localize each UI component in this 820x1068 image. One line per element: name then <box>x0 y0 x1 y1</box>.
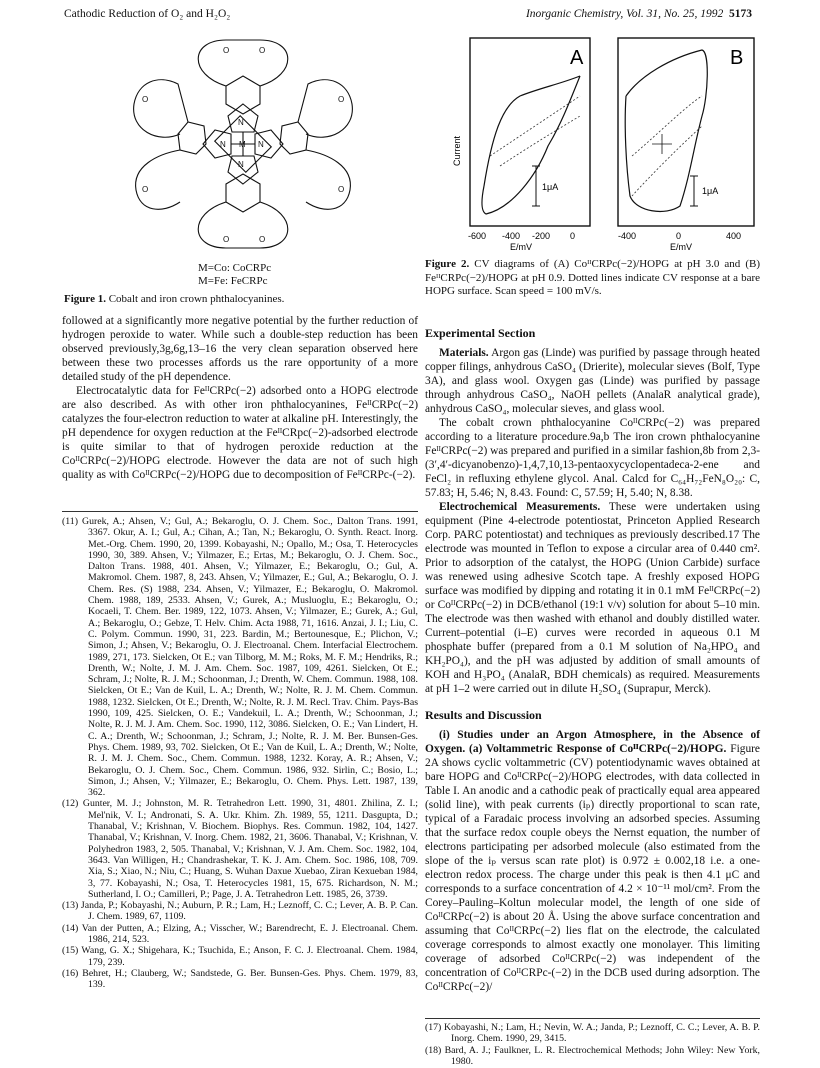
reference: (14) Van der Putten, A.; Elzing, A.; Visscher, W.; Barendrecht, E. J. Electroanal. Chem. 1986, 214, 523. <box>62 922 418 945</box>
tick-label-a: -400 <box>502 231 521 241</box>
reference: (16) Behret, H.; Clauberg, W.; Sandstede, G. Ber. Bunsen-Ges. Phys. Chem. 1979, 83, 139. <box>62 967 418 991</box>
metal-atom-label: M <box>239 140 246 149</box>
structure-label-co: M=Co: CoCRPc <box>198 262 272 274</box>
paragraph: Electrochemical Measurements. These were undertaken using equipment (Pine 4-electrode potentiostat, Princeton Applied Research Corp. PARC potentiostat) and techniques as previously described.17 The electrode was mounted in Teflon to expose a circular area of 0.440 cm². Prior to adsorption of the catalyst, the HOPG (Union Carbide) surface was renewed using adhesive Scotch tape. A freshly exposed HOPG surface was modified by dipping and rotating it in 0.1 mM FeᴵᴵCRPc(−2) or CoᴵᴵCRPc(−2) in DCB/ethanol (19:1 v/v) solution for about 5–10 min. The electrode was then washed with ethanol and doubly distilled water. Current–potential (i–E) curves were recorded in aqueous 0.1 M phosphate buffer (prepared from a 0.1 M solution of Na₂HPO₄ and KH₂PO₄), and the pH was adjusted by addition of small amounts of KOH and H₃PO₄ (AnalaR, BDH chemicals) as required. Measurements at pH 1–2 were carried out in dilute H₂SO₄ (Suprapur, Merck). <box>425 501 760 695</box>
cv-diagrams-figure <box>440 36 760 252</box>
crown-phthalocyanine-structure <box>128 34 358 254</box>
paragraph: (i) Studies under an Argon Atmosphere, in the Absence of Oxygen. (a) Voltammetric Response of CoᴵᴵCRPc(−2)/HOPG. Figure 2A shows cyclic voltammetric (CV) potentiodynamic waves obtained at bare HOPG and CoᴵᴵCRPc(−2)/HOPG electrodes, with data collected in Table I. An anodic and a cathodic peak of practically equal area appeared (solid line), with peak currents (iₚ) directly proportional to scan rate, typical of a Faradaic process involving an adsorbed species. Assuming that the surface redox couple obeys the Nernst equation, the number of electrons participating per adsorbed molecule (also estimated from the slope of the iₚ versus scan rate plot) is 0.972 ± 0.002,18 i.e. a one-electron redox process. The charge under this peak is then 4.1 μC and corresponds to a surface concentration of 4.2 × 10⁻¹¹ mol/cm². From the Corey–Pauling–Koltun molecular model, the length of one side of CoᴵᴵCRPc(−2) is about 20 Å. Using the above surface concentration and assuming that CoᴵᴵCRPc(−2) lies flat on the electrode, the calculated coverage corresponds to almost exactly one monolayer. This limiting coverage of adsorbed CoᴵᴵCRPc(−2) was independent of the concentration of CoᴵᴵCRPc-(−2) in the DCB used during adsorption. The CoᴵᴵCRPc(−2)/ <box>425 729 760 993</box>
right-body-text <box>425 318 760 994</box>
scale-label-a: 1μA <box>542 182 559 192</box>
journal-citation <box>526 8 752 20</box>
svg-text:O: O <box>223 235 230 244</box>
svg-text:N: N <box>220 140 226 149</box>
svg-text:N: N <box>238 160 244 169</box>
footnote-divider <box>62 511 418 512</box>
paragraph: Electrocatalytic data for FeᴵᴵCRPc(−2) adsorbed onto a HOPG electrode are also described. As with other iron phthalocyanines, FeᴵᴵCRPc(−2) catalyzes the four-electron reduction to water at alkaline pH. Interestingly, the pH dependence for oxygen reduction at the FeᴵᴵCRpc(−2)-adsorbed electrode is quite similar to that of hydrogen peroxide reduction at the CoᴵᴵCRPc(−2)/HOPG electrode. However the data are not of such high quality as with CoᴵᴵCRPc(−2)/HOPG due to decomposition of FeᴵᴵCRPc-(−2). <box>62 385 418 481</box>
references-left <box>62 516 418 990</box>
tick-label-a: -600 <box>468 231 487 241</box>
scale-label-b: 1μA <box>702 186 719 196</box>
results-heading: Results and Discussion <box>425 708 542 722</box>
bare-hopg-curve-a <box>490 96 580 156</box>
paragraph: The cobalt crown phthalocyanine CoᴵᴵCRPc(−2) was prepared according to a literature procedure.9a,b The iron crown phthalocyanine FeᴵᴵCRPc(−2) was prepared and purified in a similar fashion,8b from 2,3-(3′,4′-dicyanobenzo)-1,4,7,10,13-pentaoxycyclopentadeca-2-ene and FeCl₂ in refluxing ethylene glycol. Anal. Calcd for C₆₄H₇₂FeN₈O₂₀: C, 57.83; H, 5.46; N, 8.43. Found: C, 57.59; H, 5.40; N, 8.38. <box>425 417 760 499</box>
cv-curve-a <box>484 76 580 186</box>
svg-text:O: O <box>259 46 266 55</box>
x-axis-label-a: E/mV <box>510 242 533 252</box>
bare-hopg-curve-a-return <box>500 116 580 166</box>
running-title: Cathodic Reduction of O₂ and H₂O₂ <box>64 8 231 20</box>
panel-b-label: B <box>730 47 744 69</box>
svg-text:N: N <box>238 118 244 127</box>
bare-hopg-curve-b-return <box>632 96 702 156</box>
svg-text:O: O <box>259 235 266 244</box>
reference: (13) Janda, P.; Kobayashi, N.; Auburn, P. R.; Lam, H.; Leznoff, C. C.; Lever, A. B. P. Can. J. Chem. 1989, 67, 1109. <box>62 900 418 923</box>
left-body-text <box>62 314 418 482</box>
paragraph: Materials. Argon gas (Linde) was purified by passage through heated copper filings, anhydrous CaSO₄ (Drierite), molecular sieves (Bolf, Type 3A), and glass wool. Oxygen gas (Linde) was purified by passage through anhydrous CaSO₄, NaOH pellets (AnalaR analytical grade), anhydrous CaSO₄, molecular sieves, and glass wool. <box>425 347 760 415</box>
tick-label-a: -200 <box>532 231 551 241</box>
panel-a-label: A <box>570 47 584 69</box>
svg-text:O: O <box>142 185 149 194</box>
tick-label-b: -400 <box>618 231 637 241</box>
tick-label-a: 0 <box>570 231 576 241</box>
reference: (18) Bard, A. J.; Faulkner, L. R. Electrochemical Methods; John Wiley: New York, 1980. <box>425 1044 760 1067</box>
journal-name: Inorganic Chemistry, Vol. 31, No. 25, 1992 <box>525 8 724 20</box>
figure1-caption: Figure 1. Cobalt and iron crown phthalocyanines. <box>64 293 285 305</box>
references-right <box>425 1022 760 1067</box>
cv-curve-a-return <box>482 76 580 214</box>
svg-text:O: O <box>223 46 230 55</box>
svg-text:O: O <box>338 185 345 194</box>
footnote-divider <box>425 1018 760 1019</box>
svg-text:O: O <box>142 95 149 104</box>
reference: (17) Kobayashi, N.; Lam, H.; Nevin, W. A.; Janda, P.; Leznoff, C. C.; Lever, A. B. P. Inorg. Chem. 1990, 29, 3415. <box>425 1022 760 1045</box>
experimental-heading: Experimental Section <box>425 326 536 340</box>
reference: (15) Wang, G. X.; Shigehara, K.; Tsuchida, E.; Anson, F. C. J. Electroanal. Chem. 1984, 179, 239. <box>62 945 418 968</box>
svg-text:O: O <box>338 95 345 104</box>
tick-label-b: 400 <box>726 231 742 241</box>
y-axis-label: Current <box>452 135 462 166</box>
paragraph: followed at a significantly more negative potential by the further reduction of hydrogen peroxide to water. While such a double-step reduction has been observed previously,3g,6g,13–16 the very clean separation observed here between these two processes affords us the rare opportunity of a more detailed study of the pH dependence. <box>62 315 418 383</box>
x-axis-label-b: E/mV <box>670 242 693 252</box>
reference: (11) Gurek, A.; Ahsen, V.; Gul, A.; Bekaroglu, O. J. Chem. Soc., Dalton Trans. 1991, 3367. Okur, A. I.; Gul, A.; Cihan, A.; Tan, N.; Bekaroglu, O. Synth. React. Inorg. Met.-Org. Chem. 1990, 20, 1399. Kobayashi, N.; Opallo, M.; Osa, T. Heterocycles 1990, 30, 389. Ahsen, V.; Yilmazer, E.; Ertas, M.; Bekaroglu, O. J. Chem. Soc., Dalton Trans. 1988, 401. Ahsen, V.; Yilmazer, E.; Bekaroglu, O.; Gul, A. Makromol. Chem. 1987, 8, 243. Ahsen, V.; Yilmazer, E.; Gul, A.; Bekaroglu, O. J. Chem. Res. (S) 1988, 234. Ahsen, V.; Yilmazer, E.; Bekaroglu, O. Makromol. Chem. 1988, 189, 2533. Ahsen, V.; Gurek, A.; Musluoglu, E.; Bekaroglu, O.; Kocaeli, T. Chem. Ber. 1989, 122, 1073. Ahsen, V.; Yilmazer, E.; Gurek, A.; Gul, A.; Bekaroglu, O.; Gebze, T. Helv. Chim. Acta 1988, 71, 1616. Anzai, J. I.; Liu, C. C. Polym. Commun. 1990, 31, 223. Bardin, M.; Bertounesque, E.; Plichon, V.; Simon, J.; Ahsen, V.; Bekaroglu, O. J. Electroanal. Chem. Interfacial Electrochem. 1989, 271, 173. Sielcken, Ot E.; van Tilborg, M. M.; Roks, M. F. M.; Hendriks, R.; Drenth, W.; Nolte, J. M. J. Am. Chem. Soc. 1987, 109, 4261. Sielcken, Ot E.; Schram, J.; Nolte, R. J. M.; Schoonman, J.; Drenth, W. Chem. Commun. 1988, 108. Sielcken, Ot E.; Van de Kuil, L. A.; Drenth, W.; Nolte, R. J. M. Chem. Commun. 1988, 1232. Sielcken, Ot E.; Drenth, W.; Nolte, R. J. M. Recl. Trav. Chim. Pays-Bas 1990, 109, 425. Sielcken, O. E.; Vandekuil, L. A.; Drenth, W.; Schoonman, J.; Nolte, R. J. M. J. Am. Chem. Soc. 1990, 112, 3086. Sielcken, O. E.; Van Lindert, H. C. A.; Drenth, W.; Schoonman, J.; Schram, J.; Nolte, R. J. M. Ber. Bunsen-Ges. Phys. Chem. 1989, 93, 702. Sielcken, Ot E.; Van de Kuil, L. A.; Drenth, W.; Nolte, R. J. M. J. Chem. Soc., Chem. Commun. 1988, 1232. Koray, A. R.; Ahsen, V.; Bekaroglu, O. J. Chem. Soc., Chem. Commun. 1986, 932. Sirlin, C.; Bosio, L.; Simon, J.; Ahsen, V.; Yilmazer, E.; Bekaroglu, O. Chem. Phys. Lett. 1987, 139, 362. <box>62 516 419 799</box>
svg-text:N: N <box>258 140 264 149</box>
cv-curve-b <box>625 50 707 211</box>
tick-label-b: 0 <box>676 231 682 241</box>
reference: (12) Gunter, M. J.; Johnston, M. R. Tetrahedron Lett. 1990, 31, 4801. Zhilina, Z. I.; Mel'nik, V. I.; Andronati, S. A. Ukr. Khim. Zh. 1989, 55, 1211. Dasgupta, D.; Thanabal, V.; Krishnan, V. Biochem. Biophys. Res. Commun. 1982, 104, 1427. Thanabal, V.; Krishnan, V. Inorg. Chem. 1982, 21, 3606. Thanabal, V.; Krishnan, V. Polyhedron 1983, 2, 505. Thanabal, V.; Krishnan, V. J. Am. Chem. Soc. 1982, 104, 3643. Van Willigen, H.; Chandrashekar, T. K. J. Am. Chem. Soc. 1986, 108, 709. Xia, S.; Xiao, N.; Niu, C.; Huang, S. Wuhan Daxue Xuebao, Ziran Kexueban 1984, 3, 77. Kobayashi, N.; Osa, T. Heterocycles 1981, 15, 675. Richardson, N. M.; Sutherland, I. O.; Camilleri, P.; Page, J. A. Tetrahedron Lett. 1985, 26, 3739. <box>62 798 418 900</box>
figure2-caption: Figure 2. CV diagrams of (A) CoᴵᴵCRPc(−2)/HOPG at pH 3.0 and (B) FeᴵᴵCRPc(−2)/HOPG at pH 0.9. Dotted lines indicate CV response at a bare HOPG surface. Scan speed = 100 mV/s. <box>425 258 761 297</box>
structure-label-fe: M=Fe: FeCRPc <box>198 275 268 287</box>
page-number: 5173 <box>729 8 752 20</box>
